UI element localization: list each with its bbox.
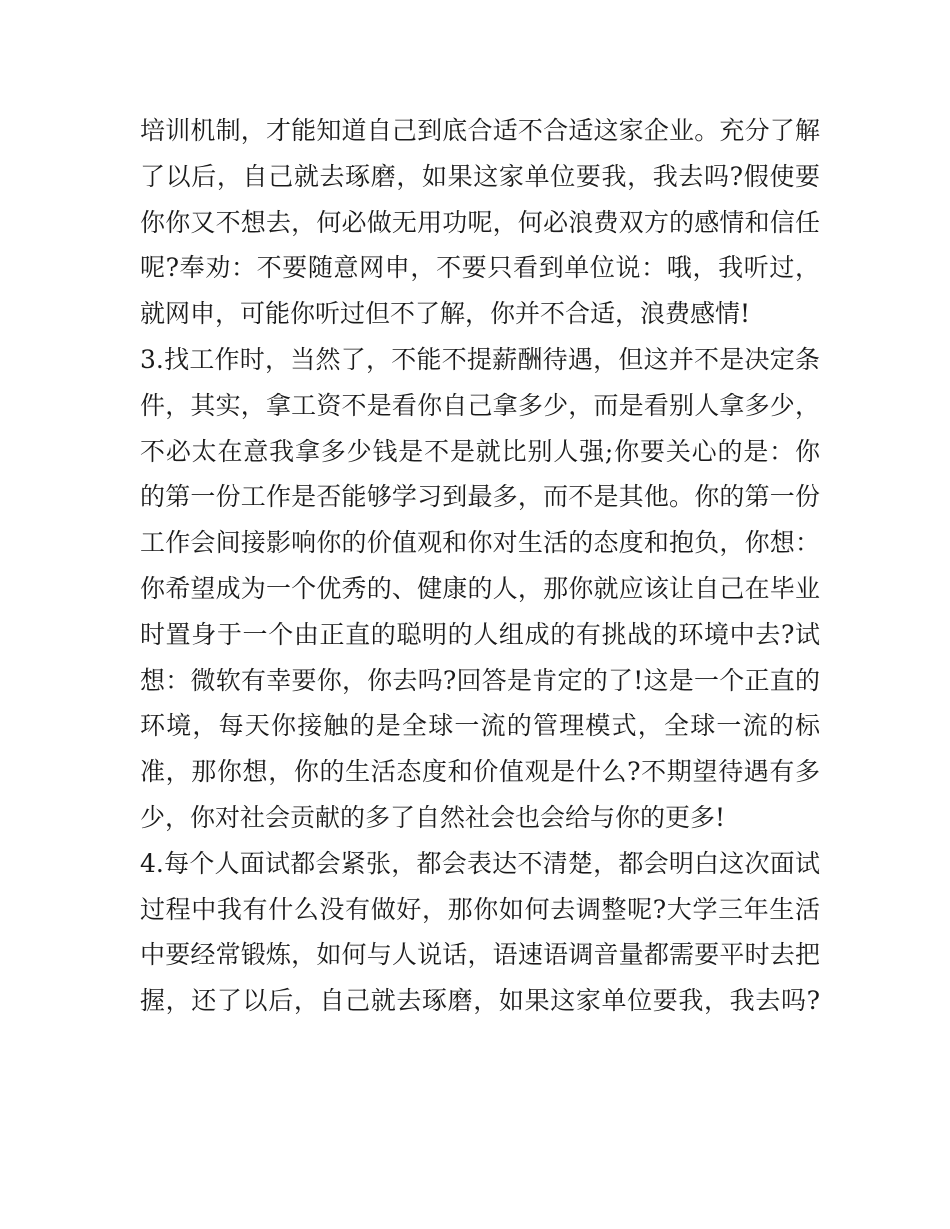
- text-line: 过程中我有什么没有做好，那你如何去调整呢?大学三年生活: [140, 894, 820, 924]
- text-line: 想：微软有幸要你，你去吗?回答是肯定的了!这是一个正直的: [140, 665, 820, 695]
- text-line: 准，那你想，你的生活态度和价值观是什么?不期望待遇有多: [140, 757, 820, 787]
- text-line: 少，你对社会贡献的多了自然社会也会给与你的更多!: [140, 802, 726, 832]
- text-line: 就网申，可能你听过但不了解，你并不合适，浪费感情!: [140, 299, 751, 329]
- text-line: 4.每个人面试都会紧张，都会表达不清楚，都会明白这次面试: [140, 848, 820, 878]
- text-line: 了以后，自己就去琢磨，如果这家单位要我，我去吗?假使要: [140, 161, 820, 191]
- text-line: 3.找工作时，当然了，不能不提薪酬待遇，但这并不是决定条: [140, 344, 820, 374]
- text-line: 不必太在意我拿多少钱是不是就比别人强;你要关心的是：你: [140, 436, 820, 466]
- text-line: 你你又不想去，何必做无用功呢，何必浪费双方的感情和信任: [140, 207, 820, 237]
- text-line: 中要经常锻炼，如何与人说话，语速语调音量都需要平时去把: [140, 940, 820, 970]
- text-line: 件，其实，拿工资不是看你自己拿多少，而是看别人拿多少，: [140, 390, 820, 420]
- text-line: 你希望成为一个优秀的、健康的人，那你就应该让自己在毕业: [140, 573, 820, 603]
- text-line: 环境，每天你接触的是全球一流的管理模式，全球一流的标: [140, 711, 820, 741]
- text-line: 时置身于一个由正直的聪明的人组成的有挑战的环境中去?试: [140, 619, 820, 649]
- text-line: 工作会间接影响你的价值观和你对生活的态度和抱负，你想：: [140, 528, 820, 558]
- text-line: 的第一份工作是否能够学习到最多，而不是其他。你的第一份: [140, 482, 820, 512]
- text-line: 握，还了以后，自己就去琢磨，如果这家单位要我，我去吗?: [140, 986, 820, 1016]
- body-text: [140, 108, 820, 1024]
- text-line: 呢?奉劝：不要随意网申，不要只看到单位说：哦，我听过，: [140, 253, 820, 283]
- text-line: 培训机制，才能知道自己到底合适不合适这家企业。充分了解: [140, 116, 820, 145]
